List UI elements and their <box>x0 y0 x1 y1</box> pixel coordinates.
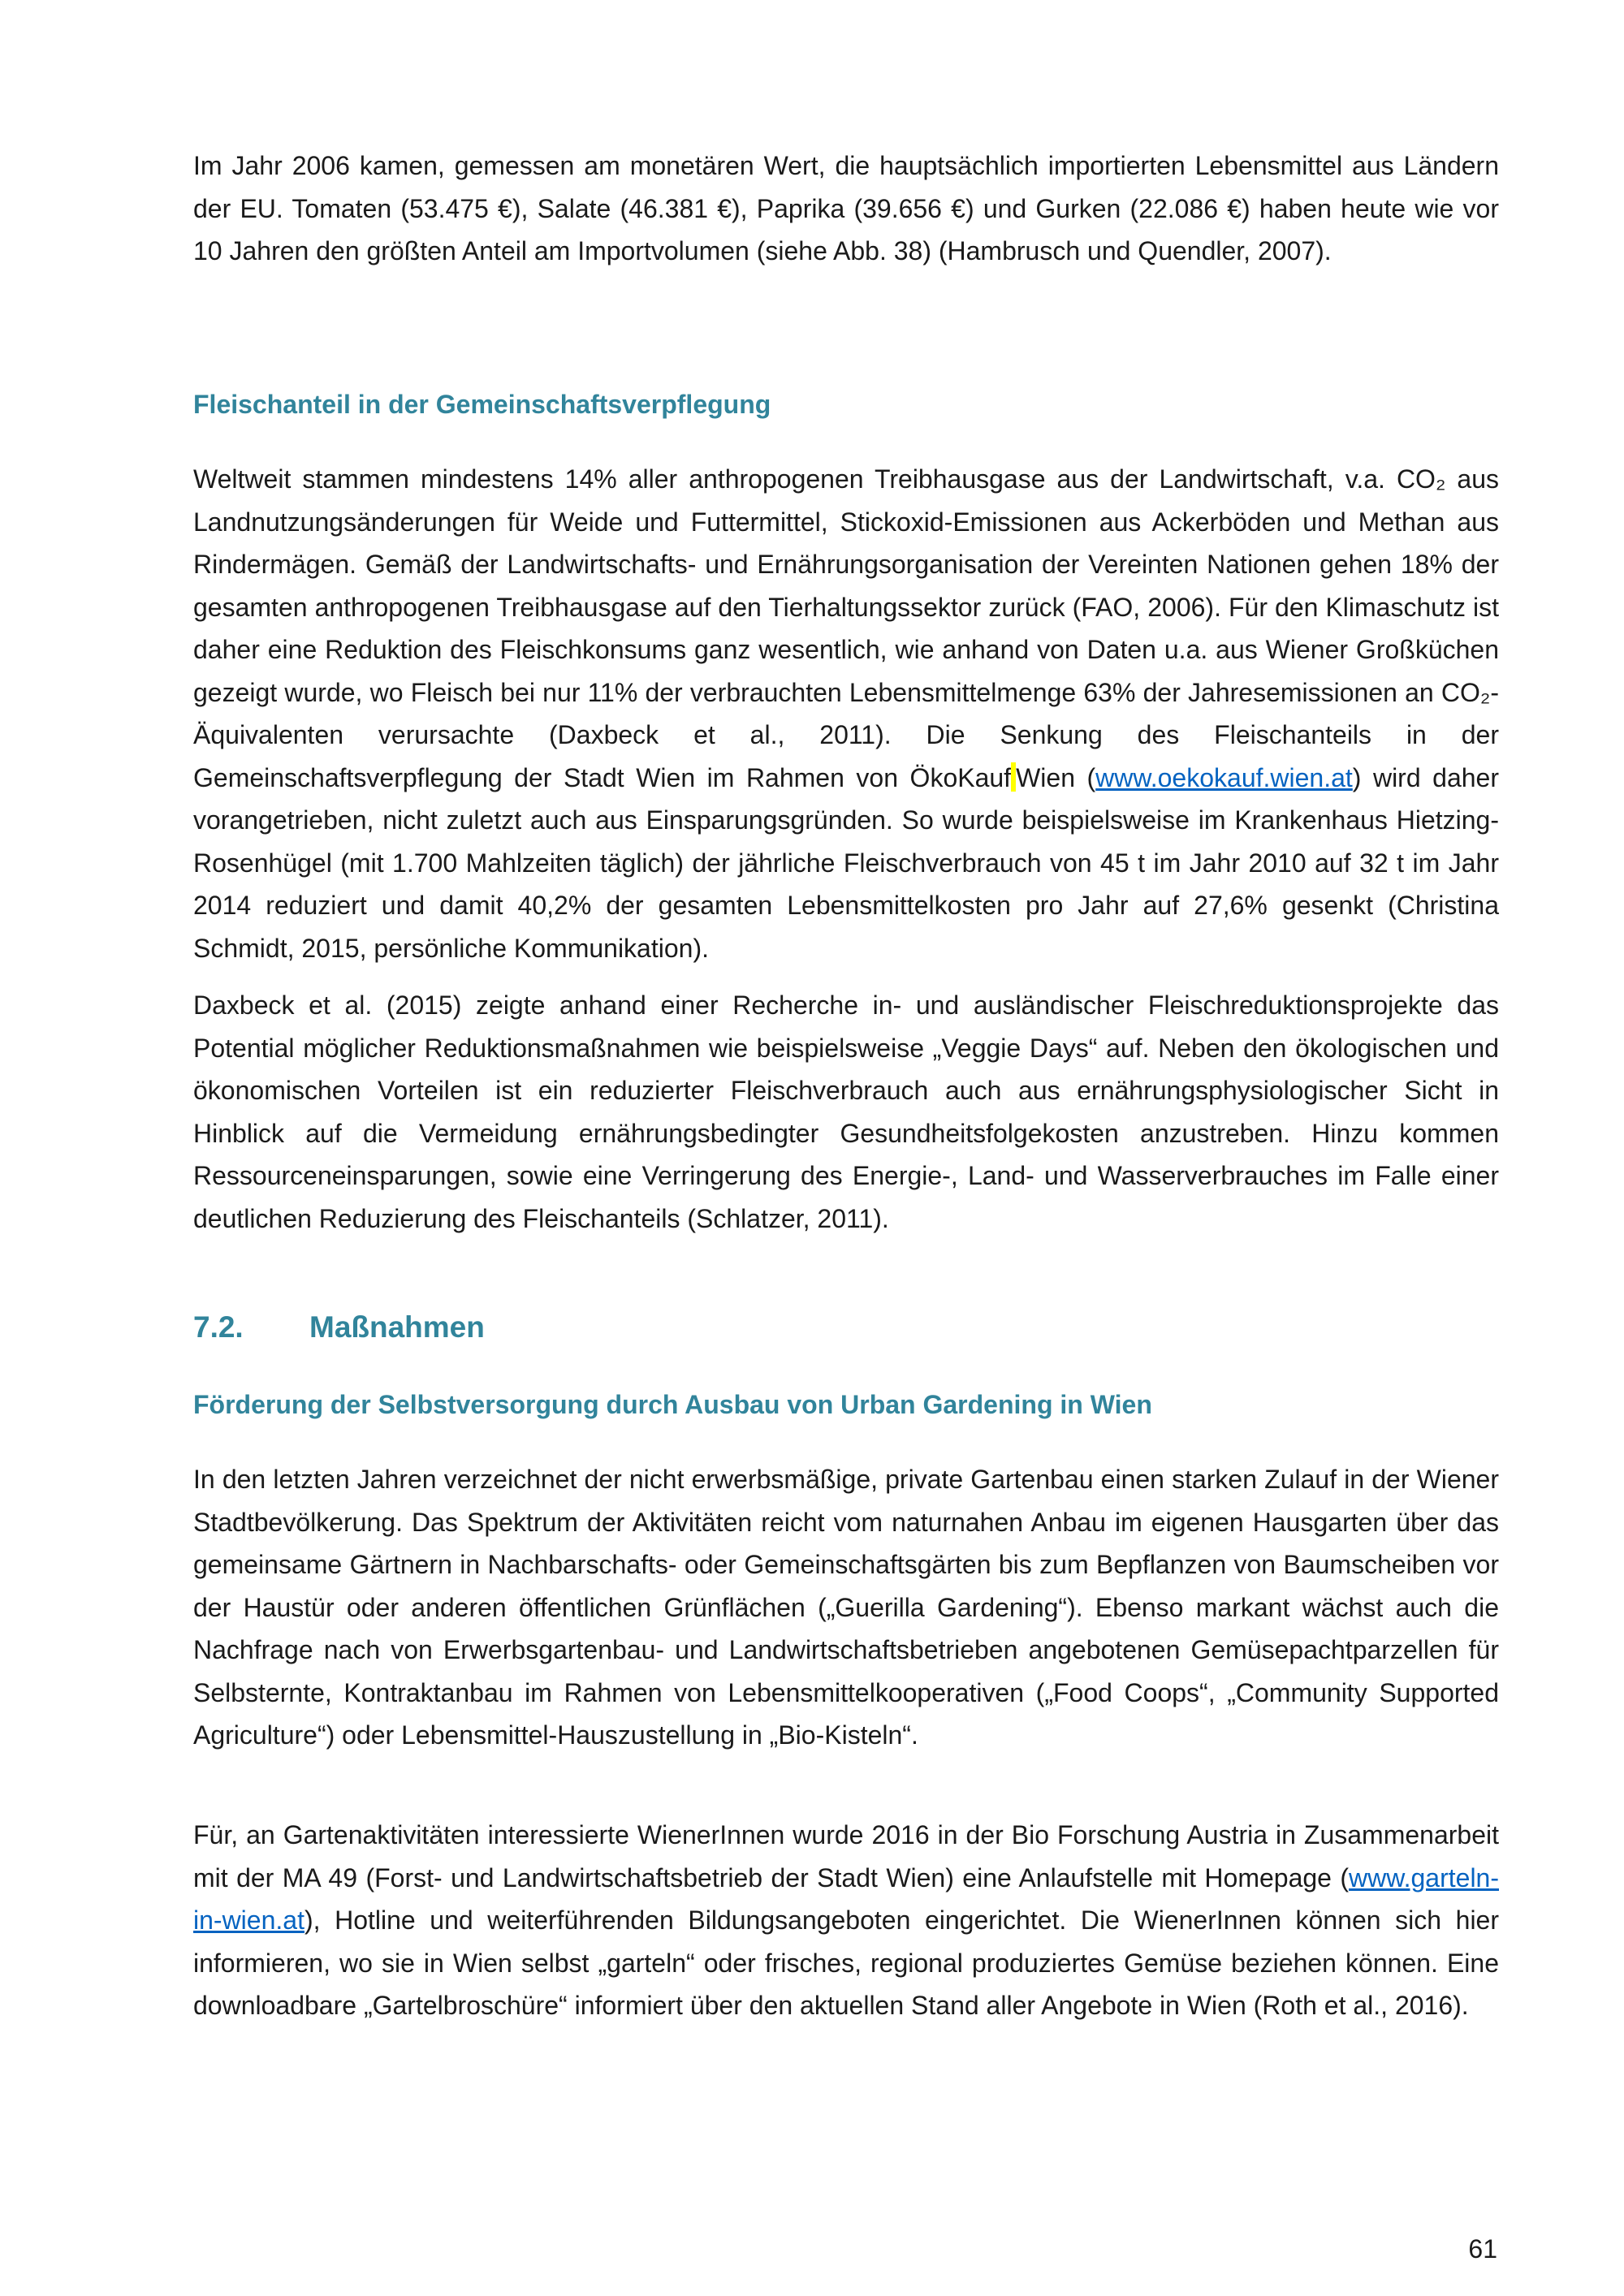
heading-urban-gardening: Förderung der Selbstversorgung durch Ausbau von Urban Gardening in Wien <box>193 1390 1152 1419</box>
page-number: 61 <box>1468 2234 1497 2264</box>
paragraph-fleischanteil <box>193 458 1499 969</box>
paragraph-fleischanteil-text-1: Weltweit stammen mindestens 14% aller anthropogenen Treibhausgase aus der Landwirtschaft, v.a. CO₂ aus Landnutzungsänderungen für Weide und Futtermittel, Stickoxid-Emissionen aus Ackerböden und Methan aus Rindermägen. Gemäß der Landwirtschafts- und Ernährungsorganisation der Vereinten Nationen gehen 18% der gesamten anthropogenen Treibhausgase auf den Tierhaltungssektor zurück (FAO, 2006). Für den Klimaschutz ist daher eine Reduktion des Fleischkonsums ganz wesentlich, wie anhand von Daten u.a. aus Wiener Großküchen gezeigt wurde, wo Fleisch bei nur 11% der verbrauchten Lebensmittelmenge 63% der Jahresemissionen an CO₂-Äquivalenten verursachte (Daxbeck et al., 2011). Die Senkung des Fleischanteils in der Gemeinschaftsverpflegung der Stadt Wien im Rahmen von ÖkoKauf <box>193 464 1499 792</box>
paragraph-garteln-text-2: ), Hotline und weiterführenden Bildungsangeboten eingerichtet. Die WienerInnen können sich hier informieren, wo sie in Wien selbst „garteln“ oder frisches, regional produziertes Gemüse beziehen können. Eine downloadbare „Gartelbroschüre“ informiert über den aktuellen Stand aller Angebote in Wien (Roth et al., 2016). <box>193 1905 1499 2020</box>
paragraph-fleischanteil-text-2: Wien ( <box>1016 762 1096 792</box>
paragraph-garteln <box>193 1814 1499 2027</box>
section-number: 7.2. <box>193 1310 244 1344</box>
paragraph-garteln-text-1: Für, an Gartenaktivitäten interessierte WienerInnen wurde 2016 in der Bio Forschung Austria in Zusammenarbeit mit der MA 49 (Forst- und Landwirtschaftsbetrieb der Stadt Wien) eine Anlaufstelle mit Homepage ( <box>193 1820 1499 1892</box>
link-oekokauf[interactable]: www.oekokauf.wien.at <box>1095 762 1353 792</box>
paragraph-fleischanteil-text-3: ) wird daher vorangetrieben, nicht zuletzt auch aus Einsparungsgründen. So wurde beispielsweise im Krankenhaus Hietzing-Rosenhügel (mit 1.700 Mahlzeiten täglich) der jährliche Fleischverbrauch von 45 t im Jahr 2010 auf 32 t im Jahr 2014 reduziert und damit 40,2% der gesamten Lebensmittelkosten pro Jahr auf 27,6% gesenkt (Christina Schmidt, 2015, persönliche Kommunikation). <box>193 762 1500 963</box>
link-garteln-in-wien[interactable]: www.garteln-in-wien.at <box>193 1862 1499 1935</box>
section-title: Maßnahmen <box>309 1310 485 1344</box>
paragraph-urban-gardening: In den letzten Jahren verzeichnet der nicht erwerbsmäßige, private Gartenbau einen starken Zulauf in der Wiener Stadtbevölkerung. Das Spektrum der Aktivitäten reicht vom naturnahen Anbau im eigenen Hausgarten über das gemeinsame Gärtnern in Nachbarschafts- oder Gemeinschaftsgärten bis zum Bepflanzen von Baumscheiben vor der Haustür oder anderen öffentlichen Grünflächen („Guerilla Gardening“). Ebenso markant wächst auch die Nachfrage nach von Erwerbsgartenbau- und Landwirtschaftsbetrieben angebotenen Gemüsepachtparzellen für Selbsternte, Kontraktanbau im Rahmen von Lebensmittelkooperativen („Food Coops“, „Community Supported Agriculture“) oder Lebensmittel-Hauszustellung in „Bio-Kisteln“. <box>193 1465 1499 1750</box>
paragraph-import-volumes: Im Jahr 2006 kamen, gemessen am monetären Wert, die hauptsächlich importierten Lebensmittel aus Ländern der EU. Tomaten (53.475 €), Salate (46.381 €), Paprika (39.656 €) und Gurken (22.086 €) haben heute wie vor 10 Jahren den größten Anteil am Importvolumen (siehe Abb. 38) (Hambrusch und Quendler, 2007). <box>193 151 1499 265</box>
paragraph-daxbeck: Daxbeck et al. (2015) zeigte anhand einer Recherche in- und ausländischer Fleischreduktionsprojekte das Potential möglicher Reduktionsmaßnahmen wie beispielsweise „Veggie Days“ auf. Neben den ökologischen und ökonomischen Vorteilen ist ein reduzierter Fleischverbrauch auch aus ernährungsphysiologischer Sicht in Hinblick auf die Vermeidung ernährungsbedingter Gesundheitsfolgekosten anzustreben. Hinzu kommen Ressourceneinsparungen, sowie eine Verringerung des Energie-, Land- und Wasserverbrauches im Falle einer deutlichen Reduzierung des Fleischanteils (Schlatzer, 2011). <box>193 990 1499 1233</box>
heading-fleischanteil: Fleischanteil in der Gemeinschaftsverpflegung <box>193 390 771 419</box>
section-heading-massnahmen <box>193 1309 485 1346</box>
